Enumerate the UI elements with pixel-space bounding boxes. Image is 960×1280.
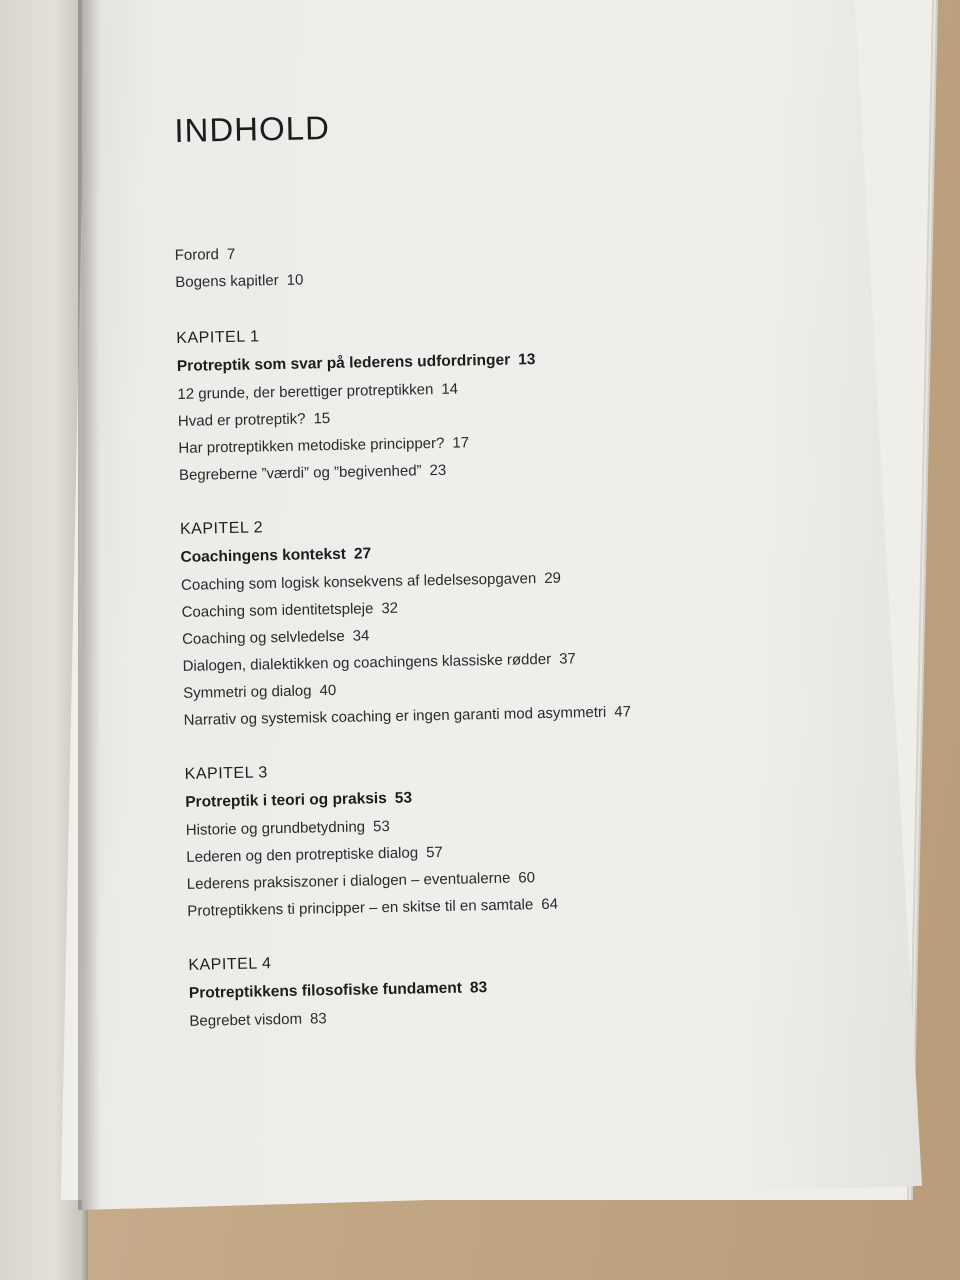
toc-entry-page: 34 [352, 627, 370, 645]
chapter-1 [176, 313, 819, 489]
toc-entry-label: Hvad er protreptik? [177, 410, 306, 430]
toc-entry-label: Symmetri og dialog [183, 682, 312, 702]
chapter-label: KAPITEL 4 [188, 955, 272, 974]
toc-entry-label: Coaching og selvledelse [181, 627, 345, 648]
chapter-page: 27 [353, 545, 372, 563]
toc-entry-page: 64 [541, 895, 559, 914]
chapter-4 [188, 940, 829, 1035]
toc-entry-page: 47 [614, 703, 632, 721]
toc-entry-page: 15 [313, 410, 331, 428]
front-matter [174, 230, 815, 296]
toc-entry-label: Begreberne ”værdi” og ”begivenhed” [178, 462, 422, 484]
chapter-title-text: Protreptik i teori og praksis [185, 790, 387, 811]
chapter-title-text: Protreptik som svar på lederens udfordringer [176, 351, 511, 375]
toc-entry-page: 57 [425, 843, 443, 862]
chapter-label: KAPITEL 2 [179, 519, 264, 538]
chapter-title-text: Protreptikkens filosofiske fundament [188, 979, 463, 1002]
toc-entry-label: Dialogen, dialektikken og coachingens klassiske rødder [182, 650, 552, 675]
toc-entry-label: Coaching som logisk konsekvens af ledelsesopgaven [180, 570, 537, 594]
toc-entry-label: Protreptikkens ti principper – en skitse til en samtale [187, 896, 534, 920]
toc-entry-label: 12 grunde, der berettiger protreptikken [177, 381, 434, 403]
table-of-contents [172, 100, 830, 1035]
toc-entry-label: Forord [174, 246, 220, 264]
chapter-page: 53 [394, 789, 413, 807]
toc-entry-page: 17 [452, 434, 470, 452]
toc-entry-page: 14 [441, 380, 459, 398]
toc-entry-page: 40 [319, 681, 337, 700]
toc-entry-page: 60 [518, 869, 536, 887]
toc-entry-page: 29 [544, 569, 562, 587]
toc-entry-label: Lederens praksiszoner i dialogen – eventualerne [186, 869, 511, 893]
toc-entry-label: Historie og grundbetydning [185, 818, 366, 839]
chapter-page: 13 [518, 351, 536, 369]
toc-entry-page: 83 [309, 1010, 327, 1028]
toc-entry-label: Coaching som identitetspleje [181, 600, 374, 621]
chapter-page: 83 [469, 979, 488, 997]
toc-entry-page: 53 [372, 817, 390, 836]
toc-entry-label: Narrativ og systemisk coaching er ingen garanti mod asymmetri [183, 703, 607, 729]
toc-entry-page: 23 [429, 461, 447, 480]
toc-entry-page: 37 [558, 650, 576, 668]
toc-entry-label: Bogens kapitler [175, 271, 279, 291]
toc-entry-label: Lederen og den protreptiske dialog [186, 844, 419, 866]
chapter-3 [184, 749, 827, 925]
gutter-shadow [78, 0, 100, 1210]
toc-entry-page: 7 [226, 245, 236, 263]
toc-entry-page: 32 [381, 599, 399, 618]
chapter-title-text: Coachingens kontekst [180, 545, 347, 566]
chapter-2 [180, 504, 824, 734]
toc-heading: INDHOLD [173, 108, 331, 149]
toc-entry-page: 10 [286, 271, 304, 289]
toc-entry-label: Har protreptikken metodiske principper? [178, 434, 445, 457]
chapter-label: KAPITEL 3 [184, 764, 268, 783]
toc-entry-label: Begrebet visdom [189, 1010, 303, 1030]
chapter-label: KAPITEL 1 [176, 328, 260, 347]
